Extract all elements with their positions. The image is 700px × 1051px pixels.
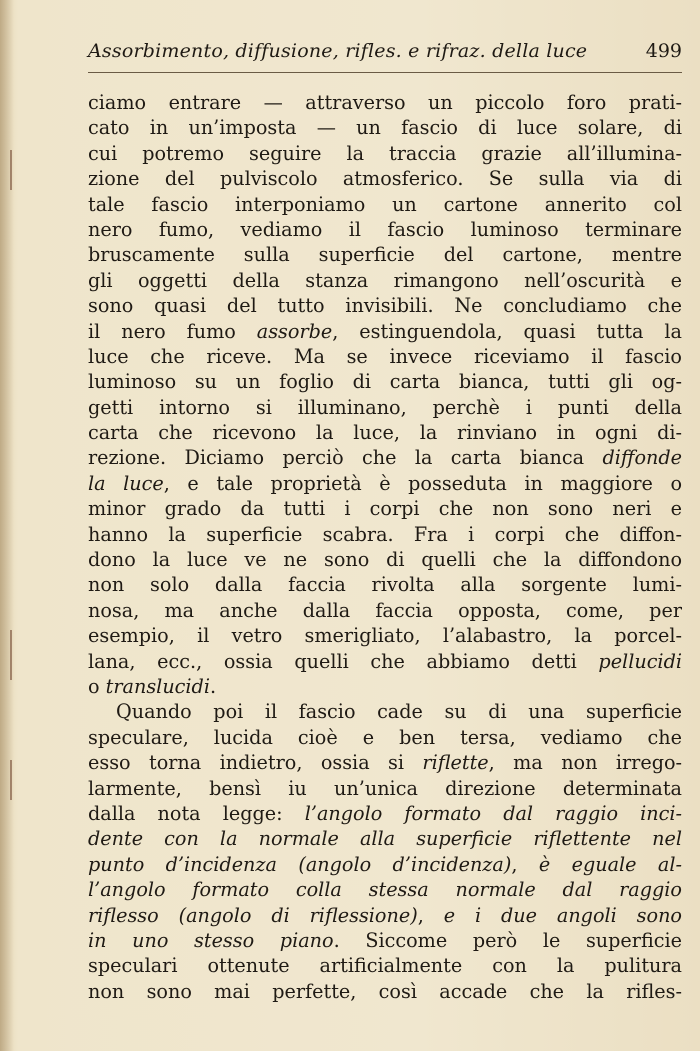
text-line [88, 903, 682, 928]
text-line [88, 471, 682, 496]
italic-text: riflette [422, 751, 489, 775]
text-line [88, 801, 682, 826]
text-run: speculari ottenute artificialmente con la pulitura [88, 954, 682, 978]
text-line [88, 496, 682, 521]
text-run: nero fumo, vediamo il fascio luminoso terminare [88, 217, 682, 241]
text-run: speculare, lucida cioè e ben tersa, vediamo che [88, 725, 682, 749]
text-line [88, 217, 682, 242]
text-run: larmente, bensì iu un’unica direzione determinata [88, 776, 682, 800]
text-run: non sono mai perfette, così accade che la rifles- [88, 979, 682, 1003]
running-title: Assorbimento, diffusione, rifles. e rifraz. della luce [88, 40, 588, 62]
text-line [88, 699, 682, 724]
text-run: dono la luce ve ne sono di quelli che la diffondono [88, 548, 682, 572]
text-line [88, 293, 682, 318]
text-line [88, 725, 682, 750]
text-run: , ma non irrego- [488, 751, 682, 775]
margin-mark [10, 760, 12, 800]
text-line [88, 852, 682, 877]
text-line [88, 623, 682, 648]
text-run: sono quasi del tutto invisibili. Ne concludiamo che [88, 294, 682, 318]
text-run: carta che ricevono la luce, la rinviano in ogni di- [88, 421, 682, 445]
text-line [88, 649, 682, 674]
text-run: , [417, 903, 444, 927]
text-line [88, 547, 682, 572]
text-line [88, 192, 682, 217]
text-run: cato in un’imposta — un fascio di luce solare, di [88, 116, 682, 140]
text-run: gli oggetti della stanza rimangono nell’oscurità e [88, 268, 682, 292]
text-line [88, 776, 682, 801]
text-line [88, 268, 682, 293]
text-line [88, 674, 682, 699]
text-run: tale fascio interponiamo un cartone annerito col [88, 192, 682, 216]
text-line [88, 953, 682, 978]
text-line [88, 750, 682, 775]
text-line [88, 445, 682, 470]
text-line [88, 598, 682, 623]
text-run: lana, ecc., ossia quelli che abbiamo detti [88, 649, 599, 673]
body-text [88, 90, 682, 1004]
text-run: zione del pulviscolo atmosferico. Se sulla via di [88, 167, 682, 191]
text-line [88, 242, 682, 267]
text-line [88, 877, 682, 902]
text-run: , [511, 852, 539, 876]
page-number: 499 [645, 40, 682, 62]
text-line [88, 826, 682, 851]
text-line [88, 522, 682, 547]
text-run: , estinguendola, quasi tutta la [332, 319, 682, 343]
page-header [88, 40, 682, 68]
text-line [88, 979, 682, 1004]
text-line [88, 141, 682, 166]
text-run: luminoso su un foglio di carta bianca, tutti gli og- [88, 370, 682, 394]
italic-text: la luce [88, 471, 164, 495]
text-run: minor grado da tutti i corpi che non sono neri e [88, 497, 682, 521]
text-line [88, 90, 682, 115]
text-run: cui potremo seguire la traccia grazie all’illumina- [88, 141, 682, 165]
italic-text: in uno stesso piano [88, 928, 334, 952]
text-line [88, 115, 682, 140]
text-run: esso torna indietro, ossia si [88, 751, 423, 775]
text-run: dalla nota legge: [88, 801, 305, 825]
text-run: non solo dalla faccia rivolta alla sorgente lumi- [88, 573, 682, 597]
text-line [88, 319, 682, 344]
text-line [88, 369, 682, 394]
text-line [88, 344, 682, 369]
text-run: rezione. Diciamo perciò che la carta bianca [88, 446, 603, 470]
text-run: nosa, ma anche dalla faccia opposta, come, per [88, 598, 682, 622]
italic-text: assorbe [256, 319, 333, 343]
italic-text: pellucidi [598, 649, 682, 673]
italic-text: e i due angoli sono [443, 903, 682, 927]
italic-text: punto d’incidenza (angolo d’incidenza) [88, 852, 512, 876]
text-run: ciamo entrare — attraverso un piccolo foro prati- [88, 91, 682, 114]
margin-mark [10, 150, 12, 190]
italic-text: translucidi [105, 674, 210, 698]
text-run: getti intorno si illuminano, perchè i punti della [88, 395, 682, 419]
italic-text: riflesso (angolo di riflessione) [88, 903, 418, 927]
text-line [88, 395, 682, 420]
italic-text: l’angolo formato dal raggio inci- [304, 801, 682, 825]
text-line [88, 572, 682, 597]
italic-text: dente con la normale alla superficie riflettente nel [88, 827, 682, 851]
text-run: . Siccome però le superficie [333, 928, 682, 952]
text-run: Quando poi il fascio cade su di una superficie [116, 700, 682, 724]
italic-text: è eguale al- [538, 852, 682, 876]
header-rule [88, 72, 682, 73]
text-run: o [88, 674, 106, 698]
text-run: il nero fumo [88, 319, 257, 343]
margin-mark [10, 630, 12, 680]
text-line [88, 420, 682, 445]
text-run: bruscamente sulla superficie del cartone, mentre [88, 243, 682, 267]
text-run: . [209, 674, 217, 698]
text-run: , e tale proprietà è posseduta in maggiore o [163, 471, 682, 495]
text-line [88, 166, 682, 191]
italic-text: l’angolo formato colla stessa normale dal raggio [88, 878, 682, 902]
text-run: hanno la superficie scabra. Fra i corpi che diffon- [88, 522, 682, 546]
italic-text: diffonde [602, 446, 682, 470]
text-run: esempio, il vetro smerigliato, l’alabastro, la porcel- [88, 624, 682, 648]
text-run: luce che riceve. Ma se invece riceviamo il fascio [88, 344, 682, 368]
text-line [88, 928, 682, 953]
